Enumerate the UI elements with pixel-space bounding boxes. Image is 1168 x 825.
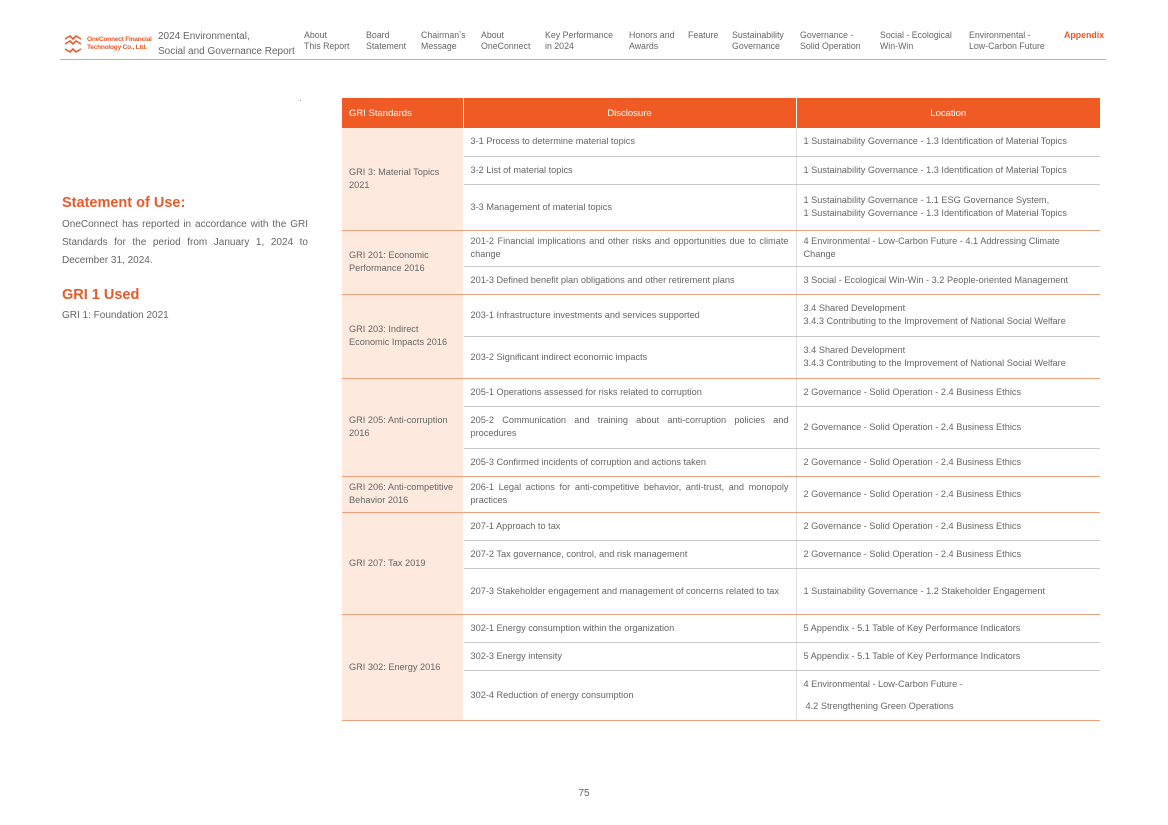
header-disclosure: Disclosure [463, 98, 796, 128]
location-cell [796, 448, 1100, 476]
table-row [342, 128, 1100, 156]
nav-item-label-line-1: Key Performance [545, 30, 613, 40]
page-number: 75 [578, 788, 590, 799]
report-title-line-1: 2024 Environmental, [158, 31, 250, 42]
logo-line-1: OneConnect Financial [87, 36, 152, 43]
disclosure-cell: 207-1 Approach to tax [463, 512, 796, 540]
nav-item-6[interactable] [688, 30, 718, 41]
table-row [342, 378, 1100, 406]
nav-item-10[interactable] [969, 30, 1045, 52]
nav-item-label-line-1: Sustainability [732, 30, 784, 40]
nav-item-0[interactable] [304, 30, 349, 52]
company-logo[interactable] [62, 33, 152, 55]
disclosure-cell: 302-4 Reduction of energy consumption [463, 670, 796, 720]
location-cell [796, 540, 1100, 568]
nav-item-label-line-2: Win-Win [880, 41, 914, 51]
disclosure-cell: 207-2 Tax governance, control, and risk management [463, 540, 796, 568]
location-cell [796, 266, 1100, 294]
nav-item-8[interactable] [800, 30, 861, 52]
logo-text [87, 36, 152, 52]
nav-item-label-line-2: Governance [732, 41, 780, 51]
table-row [342, 614, 1100, 642]
table-row [342, 476, 1100, 512]
report-title [158, 29, 298, 59]
nav-item-11[interactable] [1064, 30, 1104, 41]
report-header [0, 0, 1168, 60]
location-line: 1 Sustainability Governance - 1.1 ESG Governance System, [803, 195, 1050, 205]
report-title-line-2: Social and Governance Report [158, 46, 295, 57]
location-line: 3.4 Shared Development [803, 303, 906, 313]
disclosure-cell: 205-3 Confirmed incidents of corruption and actions taken [463, 448, 796, 476]
location-line: 3.4 Shared Development [803, 345, 906, 355]
disclosure-cell: 201-3 Defined benefit plan obligations and other retirement plans [463, 266, 796, 294]
nav-item-label-line-2: This Report [304, 41, 350, 51]
gri-standard-cell: GRI 203: Indirect Economic Impacts 2016 [342, 294, 463, 378]
nav-item-label-line-2: Message [421, 41, 457, 51]
nav-item-label-line-1: Chairmanʼs [421, 30, 466, 40]
nav-item-7[interactable] [732, 30, 784, 52]
location-line: 2 Governance - Solid Operation - 2.4 Business Ethics [803, 488, 1022, 499]
gri-standard-cell: GRI 207: Tax 2019 [342, 512, 463, 614]
gri-standard-cell: GRI 201: Economic Performance 2016 [342, 230, 463, 294]
gri-standard-cell: GRI 206: Anti-competitive Behavior 2016 [342, 476, 463, 512]
nav-item-label-line-1: Feature [688, 30, 719, 40]
gri-standard-cell: GRI 302: Energy 2016 [342, 614, 463, 720]
header-divider [60, 59, 1106, 60]
location-cell [796, 128, 1100, 156]
decorative-dot [300, 100, 301, 101]
disclosure-cell: 206-1 Legal actions for anti-competitive behavior, anti-trust, and monopoly practices [463, 476, 796, 512]
location-line: 3.4.3 Contributing to the Improvement of National Social Welfare [803, 316, 1066, 326]
location-cell [796, 512, 1100, 540]
nav-item-2[interactable] [421, 30, 466, 52]
nav-item-4[interactable] [545, 30, 613, 52]
nav-item-label-line-1: Environmental - [969, 30, 1031, 40]
location-cell [796, 184, 1100, 230]
location-line: 2 Governance - Solid Operation - 2.4 Business Ethics [803, 548, 1022, 559]
location-cell [796, 294, 1100, 336]
table-row [342, 230, 1100, 266]
table-row [342, 512, 1100, 540]
location-line: 2 Governance - Solid Operation - 2.4 Business Ethics [803, 456, 1022, 467]
location-cell [796, 336, 1100, 378]
gri-content-index-table [342, 98, 1100, 721]
location-line: 1 Sustainability Governance - 1.3 Identification of Material Topics [803, 208, 1067, 218]
location-line: 5 Appendix - 5.1 Table of Key Performance Indicators [803, 622, 1021, 633]
nav-item-1[interactable] [366, 30, 406, 52]
disclosure-cell: 205-1 Operations assessed for risks related to corruption [463, 378, 796, 406]
disclosure-cell: 3-2 List of material topics [463, 156, 796, 184]
logo-line-2: Technology Co., Ltd. [87, 44, 147, 51]
disclosure-cell: 302-3 Energy intensity [463, 642, 796, 670]
oneconnect-logo-icon [62, 33, 84, 55]
disclosure-cell: 302-1 Energy consumption within the organization [463, 614, 796, 642]
nav-item-label-line-1: Social - Ecological [880, 30, 952, 40]
location-cell [796, 406, 1100, 448]
table-header-row [342, 98, 1100, 128]
location-line: 2 Governance - Solid Operation - 2.4 Business Ethics [803, 421, 1022, 432]
disclosure-cell: 203-2 Significant indirect economic impacts [463, 336, 796, 378]
disclosure-cell: 3-3 Management of material topics [463, 184, 796, 230]
location-line: 1 Sustainability Governance - 1.2 Stakeholder Engagement [803, 585, 1046, 596]
nav-item-label-line-2: OneConnect [481, 41, 531, 51]
disclosure-cell: 201-2 Financial implications and other risks and opportunities due to climate change [463, 230, 796, 266]
nav-item-label-line-1: Governance - [800, 30, 854, 40]
nav-item-3[interactable] [481, 30, 530, 52]
gri-standard-cell: GRI 205: Anti-corruption 2016 [342, 378, 463, 476]
nav-item-5[interactable] [629, 30, 674, 52]
location-line: 5 Appendix - 5.1 Table of Key Performance Indicators [803, 650, 1021, 661]
location-line: 3 Social - Ecological Win-Win - 3.2 People-oriented Management [803, 274, 1069, 285]
disclosure-cell: 3-1 Process to determine material topics [463, 128, 796, 156]
nav-item-label-line-1: About [481, 30, 504, 40]
location-cell [796, 476, 1100, 512]
location-line: 4 Environmental - Low-Carbon Future - 4.1 Addressing Climate Change [803, 236, 1060, 259]
nav-item-label-line-1: Honors and [629, 30, 675, 40]
location-line: 3.4.3 Contributing to the Improvement of National Social Welfare [803, 358, 1066, 368]
disclosure-cell: 207-3 Stakeholder engagement and management of concerns related to tax [463, 568, 796, 614]
location-cell [796, 156, 1100, 184]
location-line: 2 Governance - Solid Operation - 2.4 Business Ethics [803, 386, 1022, 397]
location-cell [796, 230, 1100, 266]
header-gri-standards: GRI Standards [342, 98, 463, 128]
location-line: 2 Governance - Solid Operation - 2.4 Business Ethics [803, 520, 1022, 531]
location-line: 4 Environmental - Low-Carbon Future - [803, 679, 963, 689]
table-row [342, 294, 1100, 336]
nav-item-label-line-2: Low-Carbon Future [969, 41, 1045, 51]
location-cell [796, 568, 1100, 614]
nav-item-label-line-1: About [304, 30, 327, 40]
location-cell [796, 614, 1100, 642]
location-line: 1 Sustainability Governance - 1.3 Identification of Material Topics [803, 164, 1067, 175]
location-cell [796, 642, 1100, 670]
nav-item-label-line-2: Solid Operation [800, 41, 861, 51]
disclosure-cell: 203-1 Infrastructure investments and services supported [463, 294, 796, 336]
nav-item-label-line-2: Statement [366, 41, 407, 51]
location-line: 1 Sustainability Governance - 1.3 Identification of Material Topics [803, 136, 1067, 147]
nav-item-label-line-2: Awards [629, 41, 659, 51]
gri1-used-title: GRI 1 Used [62, 287, 140, 303]
gri-standard-cell: GRI 3: Material Topics 2021 [342, 128, 463, 230]
nav-item-label-line-1: Board [366, 30, 390, 40]
statement-of-use-title: Statement of Use: [62, 195, 186, 211]
location-cell [796, 670, 1100, 720]
nav-item-label-line-2: in 2024 [545, 41, 574, 51]
nav-item-9[interactable] [880, 30, 952, 52]
location-line: 4.2 Strengthening Green Operations [805, 701, 954, 711]
nav-item-label-line-1: Appendix [1064, 30, 1105, 40]
disclosure-cell: 205-2 Communication and training about anti-corruption policies and procedures [463, 406, 796, 448]
header-location: Location [796, 98, 1100, 128]
gri1-used-body: GRI 1: Foundation 2021 [62, 310, 169, 321]
statement-of-use-body: OneConnect has reported in accordance with the GRI Standards for the period from January 1, 2024 to December 31, 2024. [62, 219, 308, 266]
location-cell [796, 378, 1100, 406]
